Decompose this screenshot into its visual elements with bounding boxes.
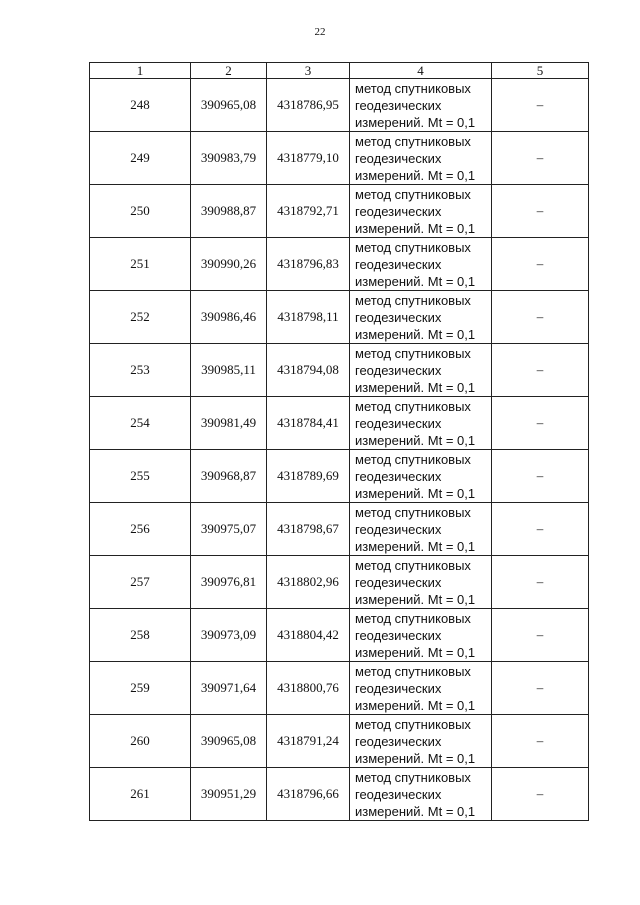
table-header: [90, 63, 589, 79]
method-line: метод спутниковых: [355, 769, 471, 785]
method-line: измерений. Mt = 0,1: [355, 220, 476, 236]
y-coordinate-cell: 4318802,96: [267, 556, 350, 609]
method-line: метод спутниковых: [355, 133, 471, 149]
method-cell: [350, 238, 492, 291]
note-cell: –: [492, 662, 589, 715]
x-coordinate-cell: 390986,46: [191, 291, 267, 344]
note-cell: –: [492, 344, 589, 397]
method-line: измерений. Mt = 0,1: [355, 167, 476, 183]
method-line: измерений. Mt = 0,1: [355, 803, 476, 819]
point-number-cell: 260: [90, 715, 191, 768]
table-row: [90, 397, 589, 450]
method-line: измерений. Mt = 0,1: [355, 697, 476, 713]
method-line: геодезических: [355, 786, 442, 802]
method-cell: [350, 344, 492, 397]
method-line: метод спутниковых: [355, 186, 471, 202]
table-row: [90, 715, 589, 768]
x-coordinate-cell: 390965,08: [191, 715, 267, 768]
y-coordinate-cell: 4318796,66: [267, 768, 350, 821]
point-number-cell: 258: [90, 609, 191, 662]
method-line: метод спутниковых: [355, 504, 471, 520]
method-cell: [350, 556, 492, 609]
x-coordinate-cell: 390965,08: [191, 79, 267, 132]
method-cell: [350, 715, 492, 768]
method-line: геодезических: [355, 309, 442, 325]
method-line: измерений. Mt = 0,1: [355, 114, 476, 130]
y-coordinate-cell: 4318798,67: [267, 503, 350, 556]
method-cell: [350, 662, 492, 715]
x-coordinate-cell: 390976,81: [191, 556, 267, 609]
method-line: метод спутниковых: [355, 663, 471, 679]
table-row: [90, 238, 589, 291]
table-row: [90, 79, 589, 132]
method-cell: [350, 291, 492, 344]
x-coordinate-cell: 390951,29: [191, 768, 267, 821]
method-line: метод спутниковых: [355, 292, 471, 308]
table-body: [90, 79, 589, 821]
table-row: [90, 609, 589, 662]
point-number-cell: 254: [90, 397, 191, 450]
table-row: [90, 503, 589, 556]
method-line: измерений. Mt = 0,1: [355, 591, 476, 607]
x-coordinate-cell: 390981,49: [191, 397, 267, 450]
method-line: метод спутниковых: [355, 239, 471, 255]
point-number-cell: 251: [90, 238, 191, 291]
method-line: метод спутниковых: [355, 451, 471, 467]
method-line: геодезических: [355, 150, 442, 166]
method-line: измерений. Mt = 0,1: [355, 273, 476, 289]
method-line: геодезических: [355, 521, 442, 537]
y-coordinate-cell: 4318798,11: [267, 291, 350, 344]
method-line: измерений. Mt = 0,1: [355, 538, 476, 554]
y-coordinate-cell: 4318779,10: [267, 132, 350, 185]
x-coordinate-cell: 390985,11: [191, 344, 267, 397]
y-coordinate-cell: 4318784,41: [267, 397, 350, 450]
point-number-cell: 259: [90, 662, 191, 715]
header-col-3: 3: [267, 63, 350, 79]
note-cell: –: [492, 185, 589, 238]
page-number: 22: [314, 26, 326, 38]
x-coordinate-cell: 390988,87: [191, 185, 267, 238]
method-line: геодезических: [355, 256, 442, 272]
note-cell: –: [492, 397, 589, 450]
point-number-cell: 261: [90, 768, 191, 821]
method-line: геодезических: [355, 362, 442, 378]
method-line: метод спутниковых: [355, 80, 471, 96]
method-line: геодезических: [355, 97, 442, 113]
y-coordinate-cell: 4318804,42: [267, 609, 350, 662]
method-line: измерений. Mt = 0,1: [355, 644, 476, 660]
y-coordinate-cell: 4318792,71: [267, 185, 350, 238]
x-coordinate-cell: 390975,07: [191, 503, 267, 556]
table-row: [90, 556, 589, 609]
method-line: геодезических: [355, 415, 442, 431]
method-line: метод спутниковых: [355, 610, 471, 626]
method-line: геодезических: [355, 574, 442, 590]
x-coordinate-cell: 390990,26: [191, 238, 267, 291]
method-line: метод спутниковых: [355, 557, 471, 573]
note-cell: –: [492, 715, 589, 768]
method-line: метод спутниковых: [355, 398, 471, 414]
note-cell: –: [492, 768, 589, 821]
y-coordinate-cell: 4318796,83: [267, 238, 350, 291]
table-row: [90, 132, 589, 185]
method-cell: [350, 768, 492, 821]
method-cell: [350, 79, 492, 132]
y-coordinate-cell: 4318800,76: [267, 662, 350, 715]
point-number-cell: 252: [90, 291, 191, 344]
point-number-cell: 256: [90, 503, 191, 556]
table-row: [90, 185, 589, 238]
note-cell: –: [492, 556, 589, 609]
method-line: геодезических: [355, 733, 442, 749]
point-number-cell: 250: [90, 185, 191, 238]
method-line: измерений. Mt = 0,1: [355, 485, 476, 501]
point-number-cell: 255: [90, 450, 191, 503]
note-cell: –: [492, 503, 589, 556]
method-cell: [350, 185, 492, 238]
method-line: измерений. Mt = 0,1: [355, 379, 476, 395]
note-cell: –: [492, 291, 589, 344]
method-cell: [350, 609, 492, 662]
method-cell: [350, 450, 492, 503]
point-number-cell: 253: [90, 344, 191, 397]
note-cell: –: [492, 132, 589, 185]
point-number-cell: 249: [90, 132, 191, 185]
note-cell: –: [492, 450, 589, 503]
header-col-2: 2: [191, 63, 267, 79]
y-coordinate-cell: 4318786,95: [267, 79, 350, 132]
note-cell: –: [492, 609, 589, 662]
point-number-cell: 257: [90, 556, 191, 609]
point-number-cell: 248: [90, 79, 191, 132]
header-row: [90, 63, 589, 79]
method-line: метод спутниковых: [355, 345, 471, 361]
method-line: геодезических: [355, 680, 442, 696]
note-cell: –: [492, 238, 589, 291]
method-line: геодезических: [355, 627, 442, 643]
table-row: [90, 344, 589, 397]
table-row: [90, 291, 589, 344]
y-coordinate-cell: 4318791,24: [267, 715, 350, 768]
method-line: измерений. Mt = 0,1: [355, 326, 476, 342]
header-col-5: 5: [492, 63, 589, 79]
header-col-4: 4: [350, 63, 492, 79]
method-line: геодезических: [355, 468, 442, 484]
header-col-1: 1: [90, 63, 191, 79]
method-cell: [350, 503, 492, 556]
y-coordinate-cell: 4318794,08: [267, 344, 350, 397]
table-row: [90, 662, 589, 715]
x-coordinate-cell: 390983,79: [191, 132, 267, 185]
method-line: метод спутниковых: [355, 716, 471, 732]
x-coordinate-cell: 390968,87: [191, 450, 267, 503]
x-coordinate-cell: 390973,09: [191, 609, 267, 662]
method-line: измерений. Mt = 0,1: [355, 750, 476, 766]
table-row: [90, 450, 589, 503]
table-row: [90, 768, 589, 821]
method-cell: [350, 132, 492, 185]
method-line: геодезических: [355, 203, 442, 219]
x-coordinate-cell: 390971,64: [191, 662, 267, 715]
y-coordinate-cell: 4318789,69: [267, 450, 350, 503]
method-cell: [350, 397, 492, 450]
method-line: измерений. Mt = 0,1: [355, 432, 476, 448]
note-cell: –: [492, 79, 589, 132]
coordinates-table: [89, 62, 589, 821]
